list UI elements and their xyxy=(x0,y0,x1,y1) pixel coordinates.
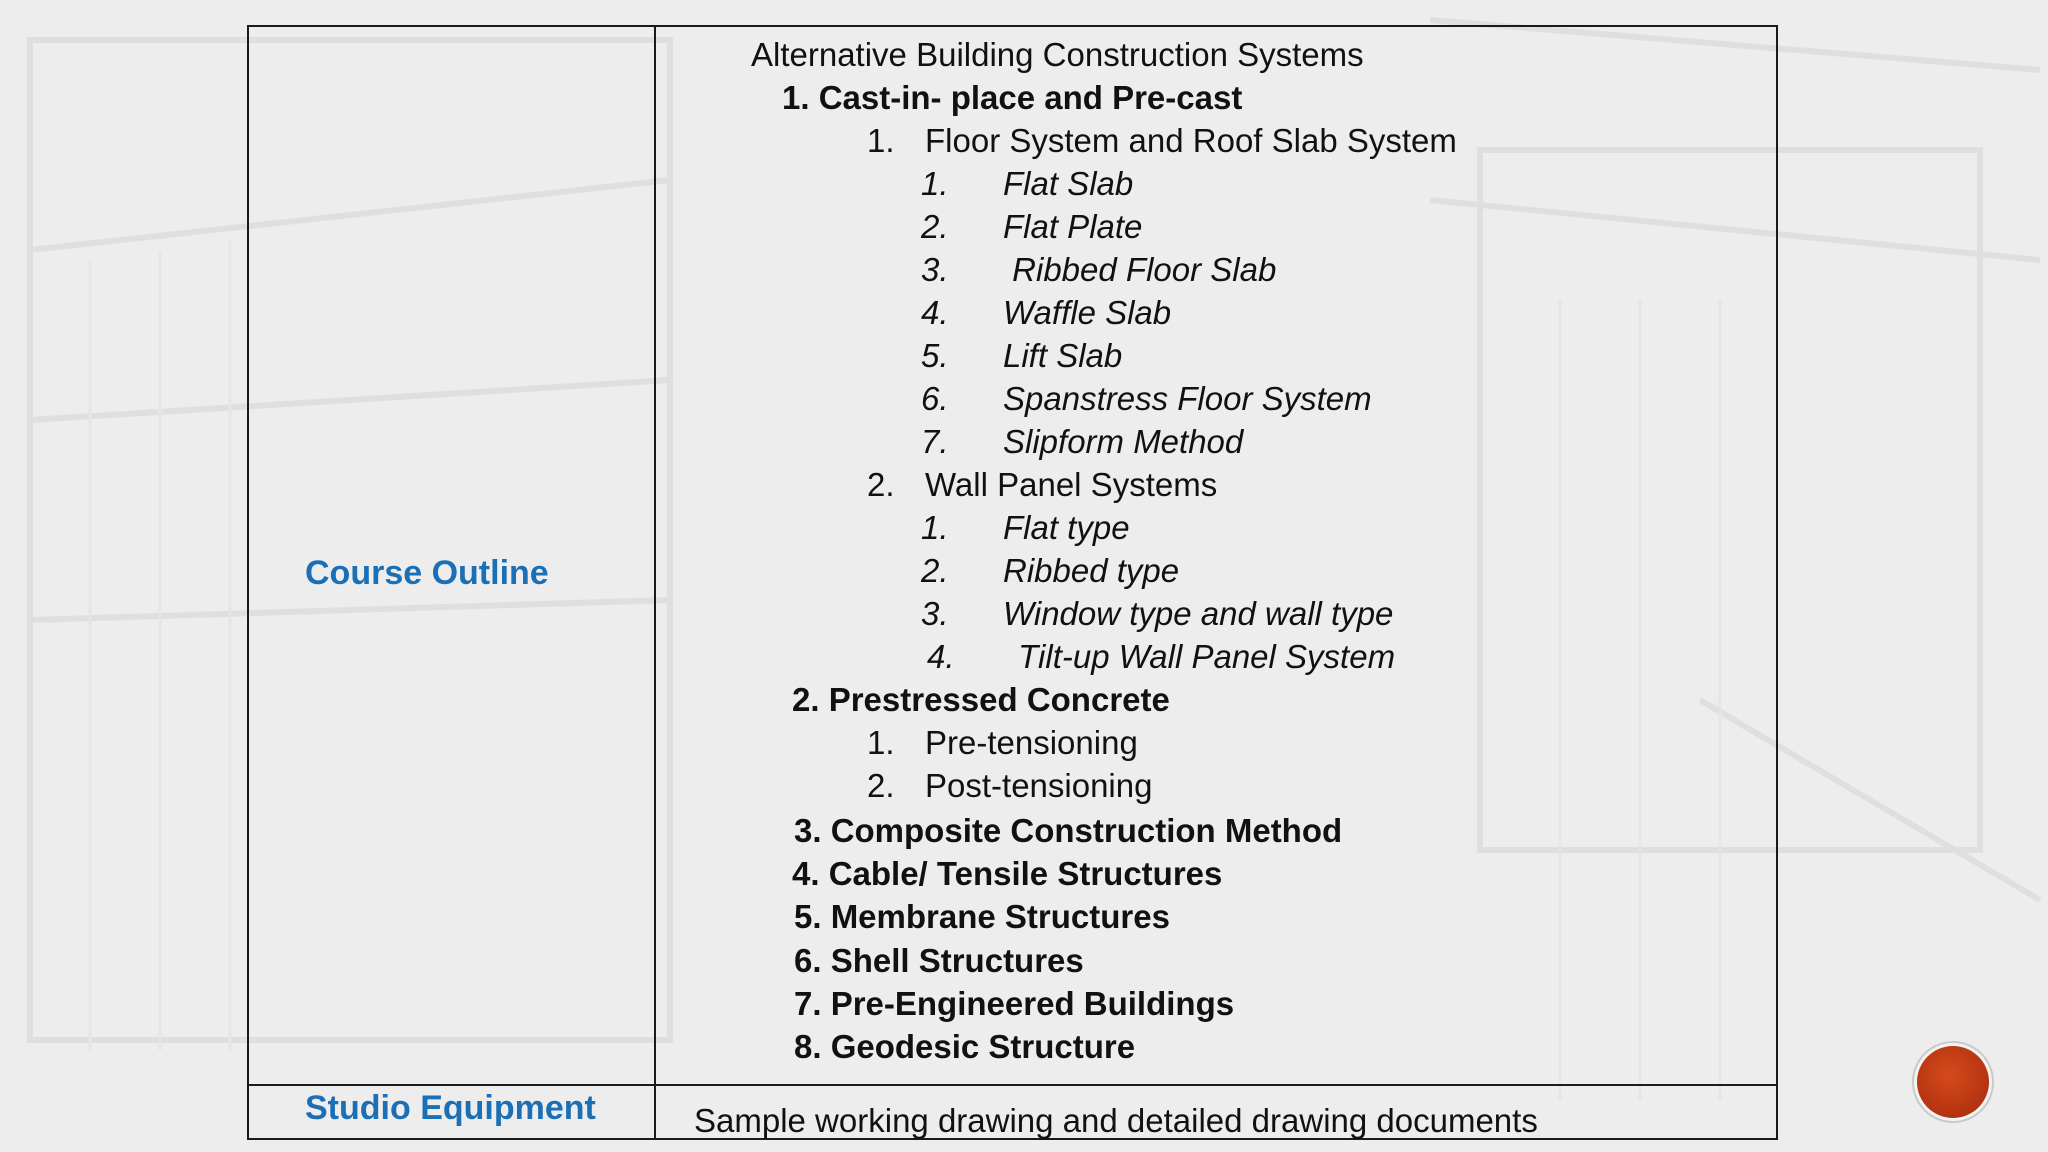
list-item-number: 2. xyxy=(921,208,949,245)
subsection-1-2 xyxy=(867,468,1217,501)
list-item-number: 1. xyxy=(921,165,949,202)
list-item-text: Tilt-up Wall Panel System xyxy=(1009,638,1396,675)
list-item-number: 5. xyxy=(921,337,949,374)
list-item xyxy=(921,554,1179,587)
list-item xyxy=(921,597,1393,630)
list-item-number: 3. xyxy=(921,595,949,632)
section-4: 4. Cable/ Tensile Structures xyxy=(792,855,1223,892)
course-info-table xyxy=(247,25,1778,1140)
list-item-text: Flat type xyxy=(1003,509,1130,546)
section-5: 5. Membrane Structures xyxy=(794,898,1170,935)
list-item-text: Post-tensioning xyxy=(925,767,1153,804)
subsection-1-2-number: 2. xyxy=(867,466,895,503)
list-item xyxy=(921,339,1122,372)
list-item xyxy=(927,640,1395,673)
studio-equipment-value: Sample working drawing and detailed drawing documents xyxy=(694,1102,1538,1139)
subsection-1-1-text: Floor System and Roof Slab System xyxy=(925,122,1457,159)
list-item-text: Waffle Slab xyxy=(1003,294,1172,331)
list-item-text: Ribbed type xyxy=(1003,552,1180,589)
list-item xyxy=(921,167,1133,200)
list-item-number: 3. xyxy=(921,251,949,288)
list-item-text: Slipform Method xyxy=(1003,423,1244,460)
list-item-text: Flat Slab xyxy=(1003,165,1134,202)
course-outline-label: Course Outline xyxy=(305,554,549,592)
list-item xyxy=(921,210,1142,243)
list-item-number: 4. xyxy=(927,638,955,675)
table-row-divider xyxy=(249,1084,1776,1086)
outline-heading: Alternative Building Construction Systems xyxy=(751,36,1364,73)
list-item-number: 6. xyxy=(921,380,949,417)
list-item-number: 1. xyxy=(921,509,949,546)
studio-equipment-label: Studio Equipment xyxy=(305,1089,596,1127)
subsection-1-1 xyxy=(867,124,1457,157)
section-6: 6. Shell Structures xyxy=(794,942,1084,979)
list-item-text: Ribbed Floor Slab xyxy=(1003,251,1277,288)
list-item-text: Flat Plate xyxy=(1003,208,1143,245)
section-2: 2. Prestressed Concrete xyxy=(792,681,1170,718)
section-1: 1. Cast-in- place and Pre-cast xyxy=(782,79,1243,116)
list-item xyxy=(921,296,1171,329)
list-item-number: 1. xyxy=(867,724,895,761)
section-7: 7. Pre-Engineered Buildings xyxy=(794,985,1235,1022)
list-item-number: 7. xyxy=(921,423,949,460)
list-item xyxy=(921,425,1243,458)
list-item xyxy=(921,511,1130,544)
list-item-text: Window type and wall type xyxy=(1003,595,1394,632)
red-circle-button[interactable] xyxy=(1917,1046,1989,1118)
subsection-1-2-text: Wall Panel Systems xyxy=(925,466,1218,503)
list-item-text: Pre-tensioning xyxy=(925,724,1138,761)
table-column-divider xyxy=(654,27,656,1138)
list-item-text: Lift Slab xyxy=(1003,337,1123,374)
section-8: 8. Geodesic Structure xyxy=(794,1028,1136,1065)
subsection-1-1-number: 1. xyxy=(867,122,895,159)
list-item xyxy=(921,382,1372,415)
list-item-number: 2. xyxy=(867,767,895,804)
list-item-number: 4. xyxy=(921,294,949,331)
list-item xyxy=(867,769,1152,802)
list-item-number: 2. xyxy=(921,552,949,589)
list-item xyxy=(921,253,1276,286)
list-item xyxy=(867,726,1138,759)
section-3: 3. Composite Construction Method xyxy=(794,812,1343,849)
list-item-text: Spanstress Floor System xyxy=(1003,380,1372,417)
